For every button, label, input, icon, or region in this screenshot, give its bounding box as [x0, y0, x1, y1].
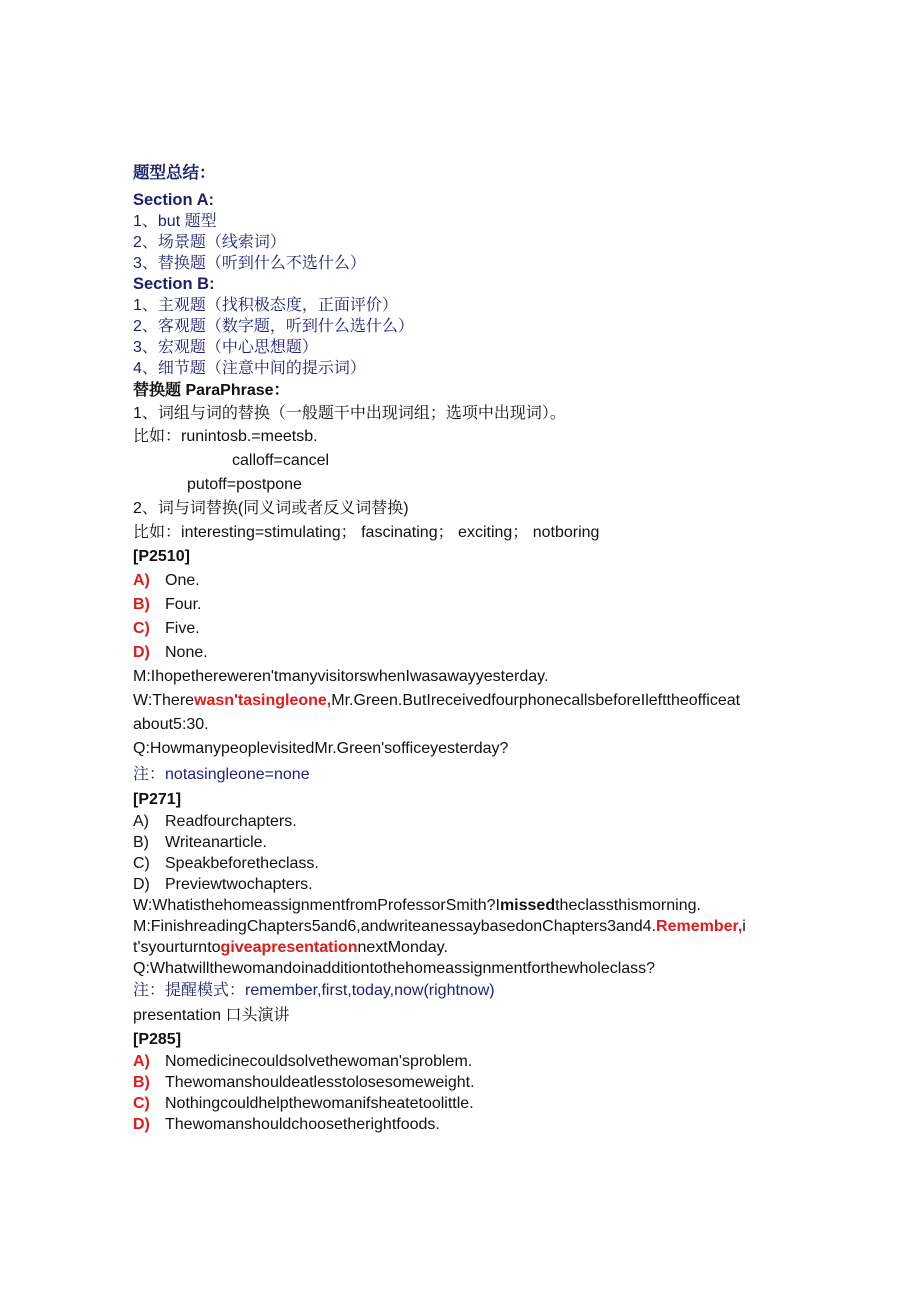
option-row — [133, 1072, 793, 1093]
question-id: [P285] — [133, 1031, 182, 1048]
example-text: runintosb.=meetsb. — [181, 428, 318, 445]
section-a-heading: Section A: — [133, 191, 214, 209]
note-prefix: 注：提醒模式： — [133, 982, 246, 999]
dialogue-text: theclassthismorning. — [555, 897, 701, 914]
dialogue-line-m-cont — [133, 937, 793, 958]
section-b-item: 4、细节题（注意中间的提示词） — [133, 360, 366, 377]
question-id: [P2510] — [133, 548, 190, 565]
dialogue-text: Mr.Green.ButIreceivedfourphonecallsbeforeIlefttheofficeat — [331, 692, 741, 709]
dialogue-line-w — [133, 689, 793, 713]
note-prefix: 注： — [133, 766, 166, 783]
option-text: Nomedicinecouldsolvethewoman'sproblem. — [165, 1053, 473, 1070]
paraphrase-rule-1: 1、词组与词的替换（一般题干中出现词组；选项中出现词）。 — [133, 405, 566, 422]
dialogue-text: i — [742, 918, 746, 935]
option-text: Thewomanshouldchoosetherightfoods. — [165, 1116, 440, 1133]
option-text: One. — [165, 572, 200, 589]
option-label: A) — [133, 813, 149, 830]
option-text: Writeanarticle. — [165, 834, 267, 851]
option-text: Thewomanshouldeatlesstolosesomeweight. — [165, 1074, 475, 1091]
option-row — [133, 874, 793, 895]
dialogue-text: W:WhatisthehomeassignmentfromProfessorSmith?I — [133, 897, 500, 914]
example-prefix: 比如： — [133, 428, 182, 445]
option-row — [133, 617, 793, 641]
paraphrase-heading: 替换题 ParaPhrase： — [133, 382, 290, 399]
section-b-heading: Section B: — [133, 275, 215, 293]
option-row — [133, 641, 793, 665]
option-row — [133, 569, 793, 593]
note-text: remember,first,today,now(rightnow) — [245, 982, 495, 999]
section-b-item: 3、宏观题（中心思想题） — [133, 339, 318, 356]
option-text: Speakbeforetheclass. — [165, 855, 319, 872]
document-page — [133, 163, 793, 1135]
paraphrase-rule-2: 2、词与词替换(同义词或者反义词替换) — [133, 500, 409, 517]
question-id: [P271] — [133, 791, 182, 808]
option-label: B) — [133, 596, 150, 613]
dialogue-text: nextMonday. — [357, 939, 448, 956]
option-text: Previewtwochapters. — [165, 876, 313, 893]
question-line: Q:Whatwillthewomandoinadditiontothehomeassignmentforthewholeclass? — [133, 960, 656, 977]
option-text: None. — [165, 644, 208, 661]
dialogue-line-m — [133, 916, 793, 937]
option-label: D) — [133, 1116, 150, 1133]
option-text: Five. — [165, 620, 200, 637]
option-row — [133, 1051, 793, 1072]
highlight-text: giveapresentation — [220, 939, 358, 956]
option-label: D) — [133, 876, 150, 893]
option-text: Four. — [165, 596, 202, 613]
example-prefix: 比如： — [133, 524, 182, 541]
option-label: B) — [133, 1074, 150, 1091]
vocab-line: presentation 口头演讲 — [133, 1007, 290, 1024]
highlight-text: wasn'tasingleone, — [194, 692, 332, 709]
paraphrase-example-1c: putoff=postpone — [187, 476, 302, 493]
note-line — [133, 761, 793, 789]
dialogue-line-w-cont: about5:30. — [133, 716, 209, 733]
example-text: interesting=stimulating； fascinating； exciting； notboring — [181, 524, 600, 541]
option-row — [133, 832, 793, 853]
question-line: Q:HowmanypeoplevisitedMr.Green'sofficeyesterday? — [133, 740, 509, 757]
option-text: Readfourchapters. — [165, 813, 297, 830]
option-label: C) — [133, 855, 150, 872]
dialogue-text: W:There — [133, 692, 195, 709]
option-row — [133, 811, 793, 832]
section-a-item: 1、but 题型 — [133, 213, 217, 230]
dialogue-text: M:FinishreadingChapters5and6,andwriteanessaybasedonChapters3and4. — [133, 918, 657, 935]
note-text: notasingleone=none — [165, 766, 310, 783]
option-label: C) — [133, 1095, 150, 1112]
note-line — [133, 979, 793, 1003]
summary-title: 题型总结： — [133, 164, 216, 182]
option-label: B) — [133, 834, 149, 851]
option-row — [133, 1093, 793, 1114]
paraphrase-example-1 — [133, 425, 793, 449]
option-label: D) — [133, 644, 150, 661]
paraphrase-example-2 — [133, 521, 793, 545]
section-a-item: 2、场景题（线索词） — [133, 234, 286, 251]
option-row — [133, 853, 793, 874]
dialogue-text: t'syourturnto — [133, 939, 221, 956]
paraphrase-example-1b: calloff=cancel — [232, 452, 330, 469]
highlight-text: Remember, — [656, 918, 743, 935]
option-label: A) — [133, 572, 150, 589]
section-a-item: 3、替换题（听到什么不选什么） — [133, 255, 366, 272]
section-b-item: 1、主观题（找积极态度，正面评价） — [133, 297, 398, 314]
option-label: C) — [133, 620, 150, 637]
section-b-item: 2、客观题（数字题，听到什么选什么） — [133, 318, 414, 335]
dialogue-line-m: M:Ihopethereweren'tmanyvisitorswhenIwasawayyesterday. — [133, 668, 549, 685]
emphasis-text: missed — [499, 897, 556, 914]
option-label: A) — [133, 1053, 150, 1070]
option-row — [133, 593, 793, 617]
option-text: Nothingcouldhelpthewomanifsheatetoolittle. — [165, 1095, 474, 1112]
option-row — [133, 1114, 793, 1135]
dialogue-line-w — [133, 895, 793, 916]
